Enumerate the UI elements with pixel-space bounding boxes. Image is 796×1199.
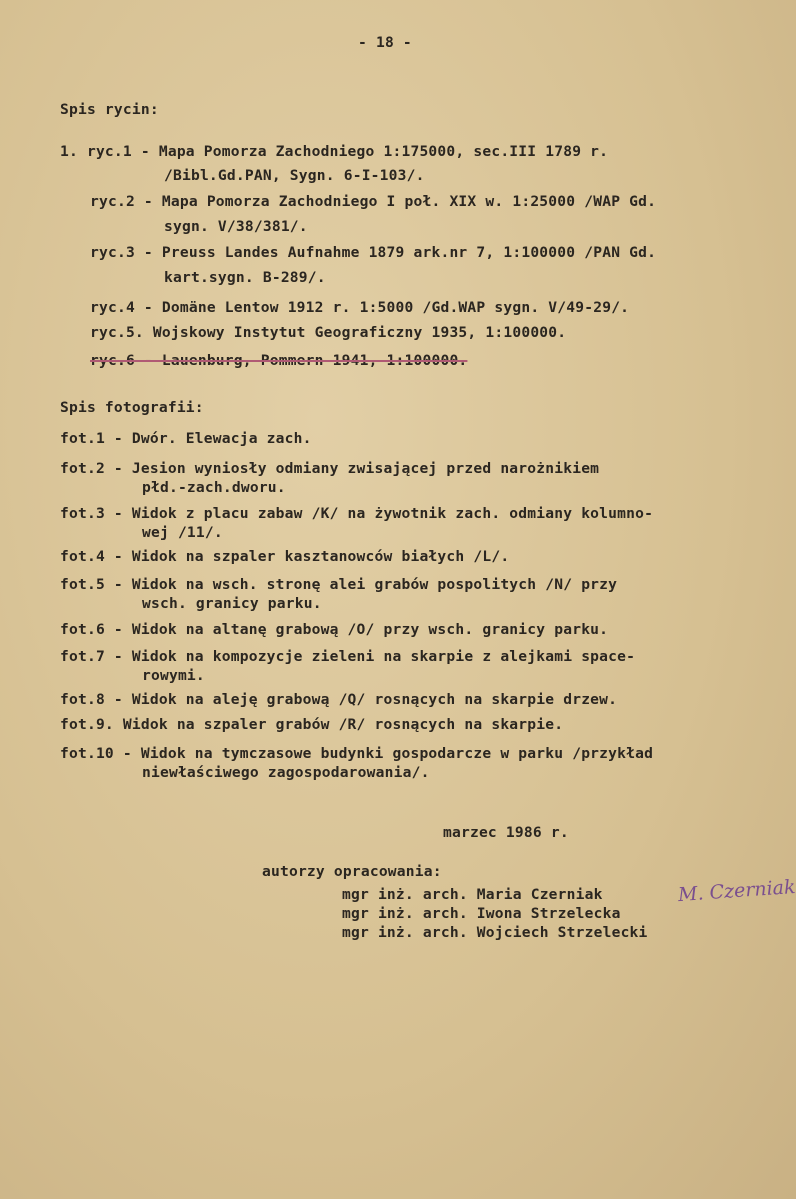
photo-line: fot.2 - Jesion wyniosły odmiany zwisającej przed narożnikiem: [60, 460, 600, 477]
photo-line: fot.4 - Widok na szpaler kasztanowców białych /L/.: [60, 548, 510, 565]
handwritten-signature: M. Czerniak: [677, 875, 796, 907]
figure-line: ryc.3 - Preuss Landes Aufnahme 1879 ark.nr 7, 1:100000 /PAN Gd.: [90, 244, 657, 261]
photo-line: fot.8 - Widok na aleję grabową /Q/ rosnących na skarpie drzew.: [60, 691, 618, 708]
page-number: - 18 -: [358, 34, 412, 51]
author-line: mgr inż. arch. Maria Czerniak: [342, 886, 603, 903]
photo-line: płd.-zach.dworu.: [142, 479, 286, 496]
figure-line: ryc.5. Wojskowy Instytut Geograficzny 1935, 1:100000.: [90, 324, 567, 341]
figure-line: /Bibl.Gd.PAN, Sygn. 6-I-103/.: [164, 167, 425, 184]
photo-line: fot.9. Widok na szpaler grabów /R/ rosnących na skarpie.: [60, 716, 564, 733]
authors-heading: autorzy opracowania:: [262, 863, 442, 880]
photo-line: fot.7 - Widok na kompozycje zieleni na skarpie z alejkami space-: [60, 648, 636, 665]
figure-line: kart.sygn. B-289/.: [164, 269, 326, 286]
figure-line: ryc.4 - Domäne Lentow 1912 r. 1:5000 /Gd.WAP sygn. V/49-29/.: [90, 299, 630, 316]
photo-line: wsch. granicy parku.: [142, 595, 322, 612]
photo-line: fot.3 - Widok z placu zabaw /K/ na żywotnik zach. odmiany kolumno-: [60, 505, 654, 522]
photo-line: fot.1 - Dwór. Elewacja zach.: [60, 430, 312, 447]
photos-heading: Spis fotografii:: [60, 399, 204, 416]
author-line: mgr inż. arch. Wojciech Strzelecki: [342, 924, 648, 941]
figure-line: 1. ryc.1 - Mapa Pomorza Zachodniego 1:175000, sec.III 1789 r.: [60, 143, 609, 160]
photo-line: fot.10 - Widok na tymczasowe budynki gospodarcze w parku /przykład: [60, 745, 654, 762]
photo-line: wej /11/.: [142, 524, 223, 541]
photo-line: fot.5 - Widok na wsch. stronę alei grabów pospolitych /N/ przy: [60, 576, 618, 593]
figure-line: sygn. V/38/381/.: [164, 218, 308, 235]
figures-heading: Spis rycin:: [60, 101, 159, 118]
figure-line: ryc.2 - Mapa Pomorza Zachodniego I poł. XIX w. 1:25000 /WAP Gd.: [90, 193, 657, 210]
photo-line: rowymi.: [142, 667, 205, 684]
author-line: mgr inż. arch. Iwona Strzelecka: [342, 905, 621, 922]
figure-line-struck: ryc.6 - Lauenburg, Pommern 1941, 1:100000.: [90, 352, 468, 369]
document-date: marzec 1986 r.: [443, 824, 569, 841]
photo-line: niewłaściwego zagospodarowania/.: [142, 764, 430, 781]
photo-line: fot.6 - Widok na altanę grabową /O/ przy wsch. granicy parku.: [60, 621, 609, 638]
